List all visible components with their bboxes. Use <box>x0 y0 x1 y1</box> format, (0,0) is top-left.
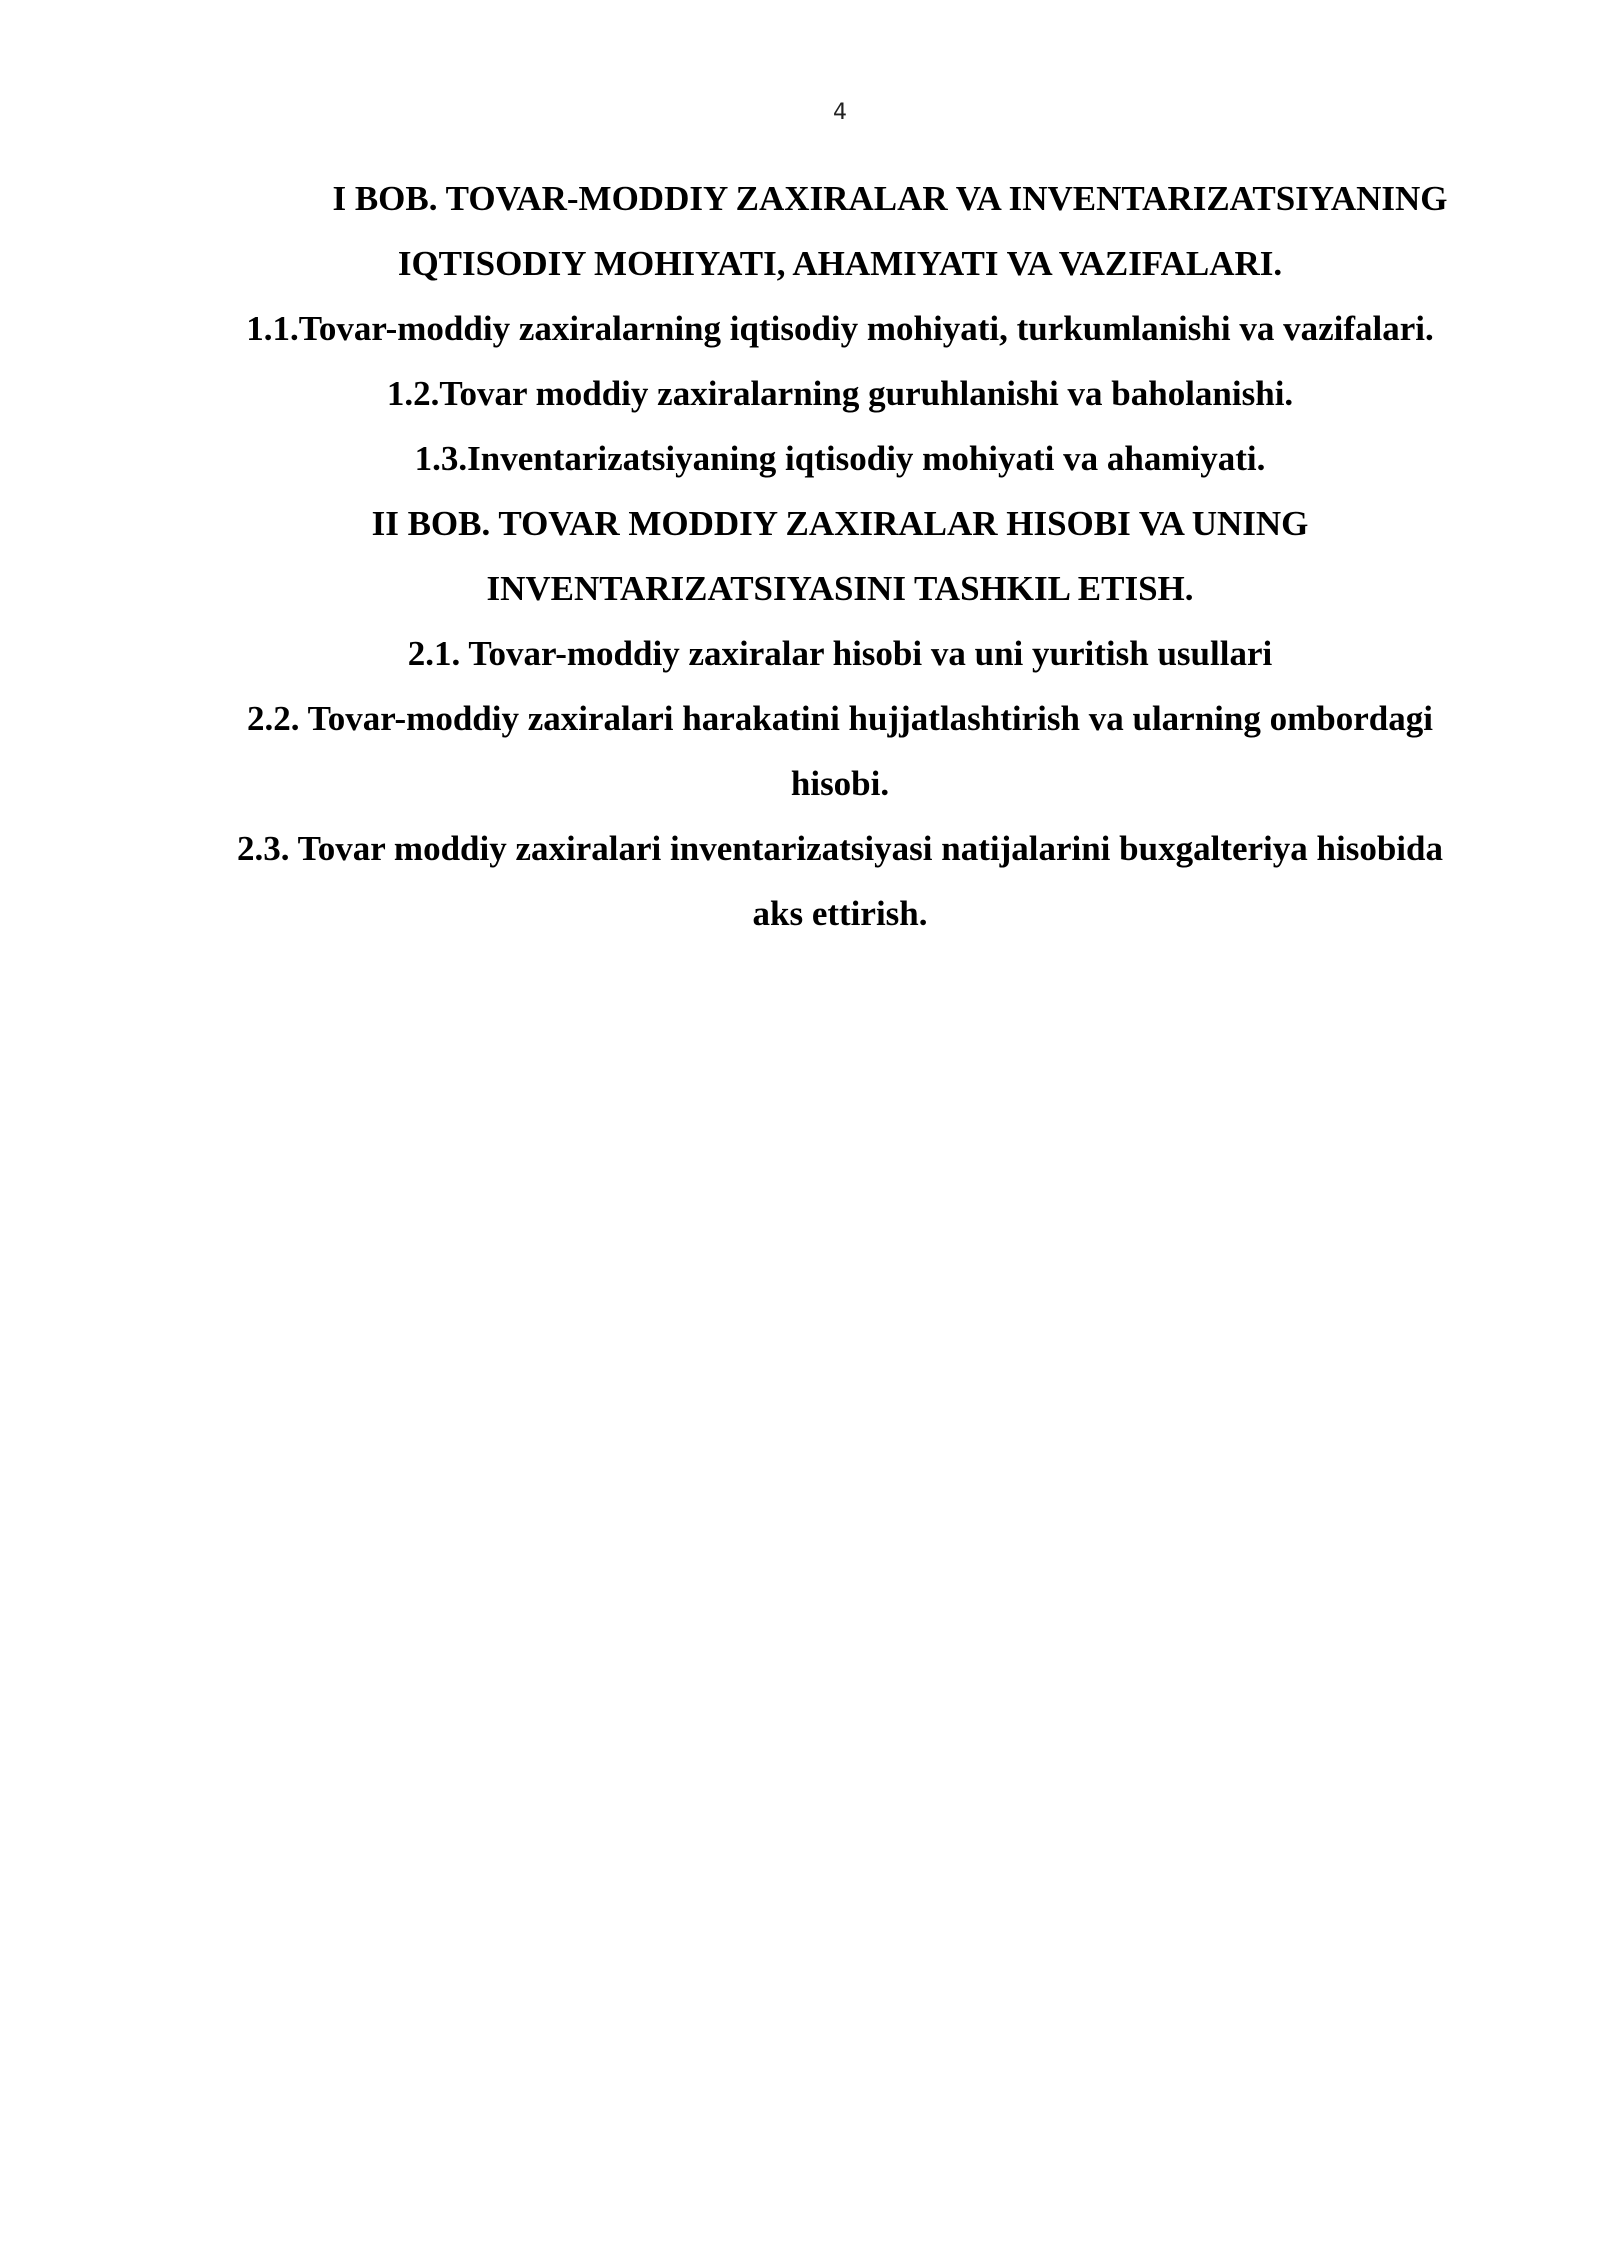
chapter-2-title: II BOB. TOVAR MODDIY ZAXIRALAR HISOBI VA UNING INVENTARIZATSIYASINI TASHKIL ETISH. <box>371 504 1309 608</box>
section-1-2: 1.2.Tovar moddiy zaxiralarning guruhlanishi va baholanishi. <box>386 374 1294 413</box>
section-2-2: 2.2. Tovar-moddiy zaxiralari harakatini hujjatlashtirish va ularning ombordagi hisobi. <box>247 699 1433 803</box>
table-of-contents <box>225 166 1455 946</box>
page-number: 4 <box>833 100 847 125</box>
section-2-3: 2.3. Tovar moddiy zaxiralari inventarizatsiyasi natijalarini buxgalteriya hisobida aks ettirish. <box>237 829 1443 933</box>
chapter-1-title: I BOB. TOVAR-MODDIY ZAXIRALAR VA INVENTARIZATSIYANING IQTISODIY MOHIYATI, AHAMIYATI VA VAZIFALARI. <box>332 179 1448 283</box>
section-2-1: 2.1. Tovar-moddiy zaxiralar hisobi va uni yuritish usullari <box>407 634 1273 673</box>
section-1-3: 1.3.Inventarizatsiyaning iqtisodiy mohiyati va ahamiyati. <box>414 439 1266 478</box>
section-1-1: 1.1.Tovar-moddiy zaxiralarning iqtisodiy mohiyati, turkumlanishi va vazifalari. <box>246 309 1434 348</box>
